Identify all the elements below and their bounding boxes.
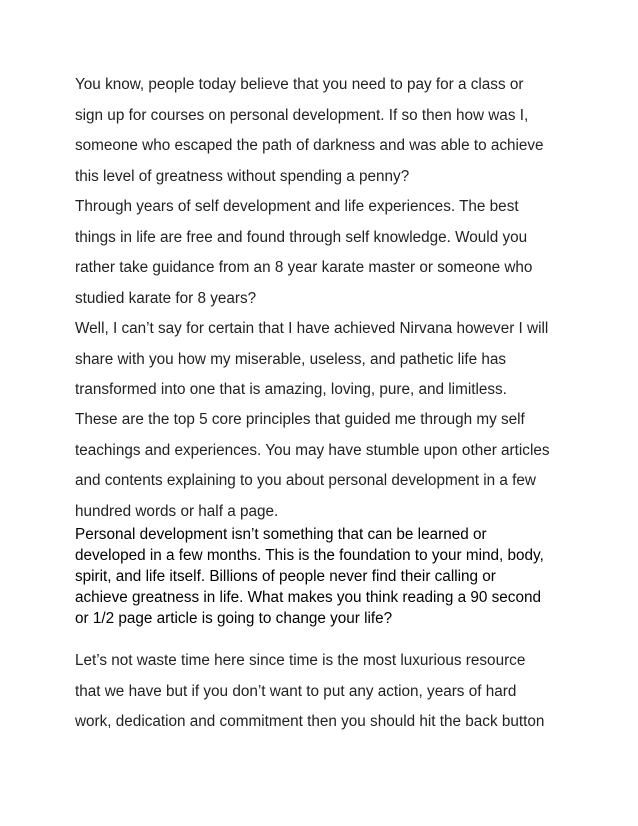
text-line: work, dedication and commitment then you should hit the back button bbox=[75, 713, 545, 731]
text-line: You know, people today believe that you need to pay for a class or bbox=[75, 76, 524, 93]
text-line: hundred words or half a page. bbox=[75, 502, 279, 520]
paragraph-intro bbox=[75, 70, 575, 192]
text-line: this level of greatness without spending a penny? bbox=[75, 167, 410, 185]
text-line: rather take guidance from an 8 year karate master or someone who bbox=[75, 259, 533, 277]
text-line: share with you how my miserable, useless, and pathetic life has bbox=[75, 350, 507, 368]
text-line: and contents explaining to you about personal development in a few bbox=[75, 472, 536, 490]
text-line: things in life are free and found through self knowledge. Would you bbox=[75, 228, 528, 246]
text-line: studied karate for 8 years? bbox=[75, 289, 257, 307]
paragraph-nirvana bbox=[75, 314, 575, 406]
paragraph-self-development bbox=[75, 192, 575, 314]
text-line: that we have but if you don’t want to put any action, years of hard bbox=[75, 682, 517, 700]
text-line: spirit, and life itself. Billions of people never find their calling or bbox=[75, 568, 496, 585]
text-line: transformed into one that is amazing, loving, pure, and limitless. bbox=[75, 381, 507, 399]
paragraph-waste-time bbox=[75, 646, 575, 738]
paragraph-core-principles bbox=[75, 405, 575, 527]
text-line: developed in a few months. This is the foundation to your mind, body, bbox=[75, 547, 544, 564]
text-line: Well, I can’t say for certain that I have achieved Nirvana however I will bbox=[75, 320, 549, 337]
text-line: achieve greatness in life. What makes you think reading a 90 second bbox=[75, 589, 541, 606]
text-line: Let’s not waste time here since time is the most luxurious resource bbox=[75, 652, 526, 669]
text-line: teachings and experiences. You may have stumble upon other articles bbox=[75, 441, 550, 459]
text-line: Through years of self development and life experiences. The best bbox=[75, 198, 519, 215]
text-line: or 1/2 page article is going to change your life? bbox=[75, 610, 393, 627]
paragraph-personal-development bbox=[75, 524, 575, 629]
text-line: sign up for courses on personal development. If so then how was I, bbox=[75, 106, 529, 124]
text-line: Personal development isn’t something that can be learned or bbox=[75, 526, 487, 543]
text-line: someone who escaped the path of darkness and was able to achieve bbox=[75, 137, 544, 155]
text-line: These are the top 5 core principles that guided me through my self bbox=[75, 411, 525, 428]
